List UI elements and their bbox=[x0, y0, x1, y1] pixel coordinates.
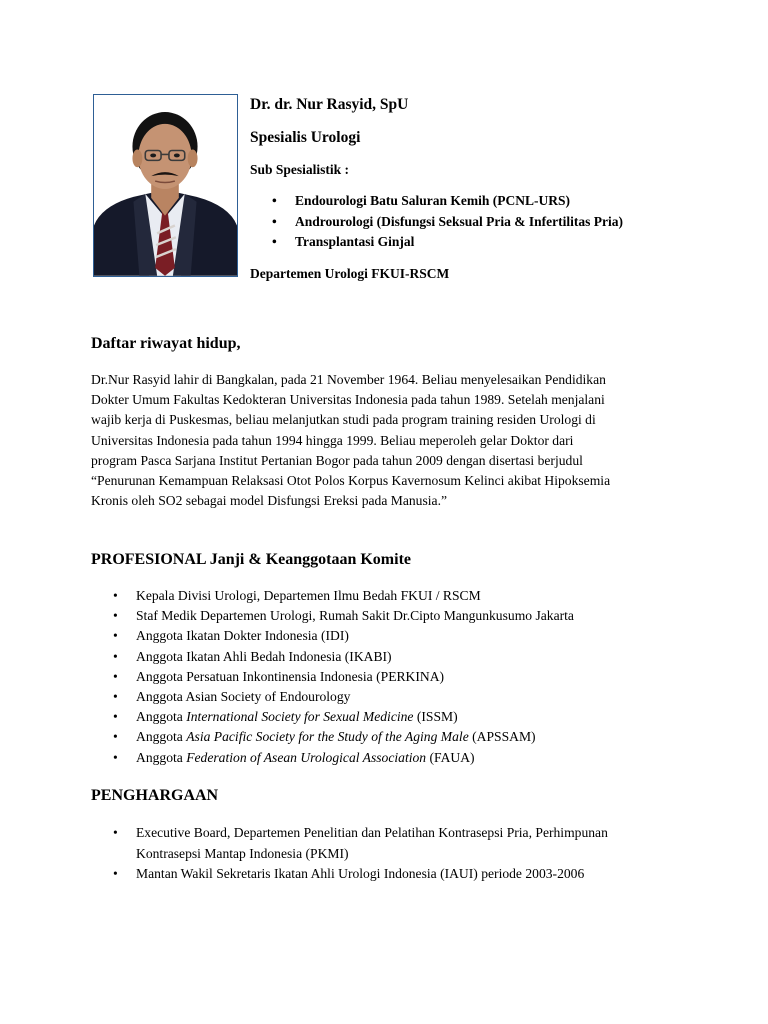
portrait-illustration bbox=[94, 95, 237, 276]
specialty-title: Spesialis Urologi bbox=[250, 129, 361, 146]
membership-item bbox=[113, 709, 574, 729]
subspecialty-item: • Endourologi Batu Saluran Kemih (PCNL-URS) bbox=[272, 193, 623, 214]
membership-item bbox=[113, 669, 574, 689]
subspecialty-label: Sub Spesialistik : bbox=[250, 162, 350, 177]
biography-line: Kronis oleh SO2 sebagai model Disfungsi Ereksi pada Manusia.” bbox=[91, 493, 448, 509]
award-text-line: • Mantan Wakil Sekretaris Ikatan Ahli Urologi Indonesia (IAUI) periode 2003-2006 bbox=[136, 866, 585, 881]
membership-item bbox=[113, 689, 574, 709]
membership-text: Anggota Persatuan Inkontinensia Indonesia (PERKINA) bbox=[136, 668, 445, 684]
organization-abbrev: (APSSAM) bbox=[468, 729, 536, 745]
doctor-name: Dr. dr. Nur Rasyid, SpU bbox=[250, 96, 409, 113]
biography-line: Dokter Umum Fakultas Kedokteran Universitas Indonesia pada tahun 1989. Setelah menjalani bbox=[91, 392, 605, 408]
awards-heading: PENGHARGAAN bbox=[91, 787, 219, 804]
membership-text: Anggota Ikatan Dokter Indonesia (IDI) bbox=[136, 628, 349, 644]
biography-paragraph bbox=[91, 370, 681, 511]
membership-item bbox=[113, 649, 574, 669]
awards-list bbox=[113, 823, 608, 885]
membership-text: Kepala Divisi Urologi, Departemen Ilmu Bedah FKUI / RSCM bbox=[136, 588, 481, 603]
membership-item bbox=[113, 750, 574, 770]
membership-list bbox=[113, 588, 574, 770]
subspecialty-item: • Transplantasi Ginjal bbox=[272, 234, 623, 255]
award-text-line: • Executive Board, Departemen Penelitian dan Pelatihan Kontrasepsi Pria, Perhimpunan bbox=[136, 825, 608, 840]
award-item bbox=[113, 823, 608, 864]
membership-item bbox=[113, 608, 574, 628]
membership-text: Anggota Asian Society of Endourology bbox=[136, 688, 351, 704]
biography-line: Universitas Indonesia pada tahun 1994 hingga 1999. Beliau meperoleh gelar Doktor dari bbox=[91, 432, 574, 448]
subspecialty-list bbox=[272, 193, 623, 255]
biography-line: program Pasca Sarjana Institut Pertanian Bogor pada tahun 2009 dengan disertasi berjudul bbox=[91, 452, 583, 468]
membership-text: Anggota bbox=[136, 749, 187, 765]
organization-name: Federation of Asean Urological Association bbox=[186, 749, 427, 765]
organization-name: International Society for Sexual Medicine bbox=[186, 709, 414, 725]
biography-line: Dr.Nur Rasyid lahir di Bangkalan, pada 21 November 1964. Beliau menyelesaikan Pendidikan bbox=[91, 372, 606, 387]
membership-item bbox=[113, 628, 574, 648]
membership-item bbox=[113, 588, 574, 608]
subspecialty-item: • Androurologi (Disfungsi Seksual Pria & Infertilitas Pria) bbox=[272, 214, 623, 235]
membership-text: Anggota bbox=[136, 709, 187, 725]
membership-item bbox=[113, 729, 574, 749]
organization-name: Asia Pacific Society for the Study of the Aging Male bbox=[186, 729, 469, 745]
award-text-line: Kontrasepsi Mantap Indonesia (PKMI) bbox=[136, 845, 349, 861]
biography-line: wajib kerja di Puskesmas, beliau melanjutkan studi pada program training residen Urologi di bbox=[91, 412, 596, 428]
organization-abbrev: (ISSM) bbox=[413, 709, 458, 725]
membership-text: Anggota bbox=[136, 729, 187, 745]
cv-heading: Daftar riwayat hidup, bbox=[91, 335, 241, 352]
biography-line: “Penurunan Kemampuan Relaksasi Otot Polos Korpus Kavernosum Kelinci akibat Hipoksemia bbox=[91, 473, 611, 489]
membership-text: Anggota Ikatan Ahli Bedah Indonesia (IKABI) bbox=[136, 648, 392, 664]
professional-heading: PROFESIONAL Janji & Keanggotaan Komite bbox=[91, 551, 412, 568]
award-item bbox=[113, 864, 608, 885]
membership-text: Staf Medik Departemen Urologi, Rumah Sakit Dr.Cipto Mangunkusumo Jakarta bbox=[136, 608, 574, 624]
doctor-portrait-photo bbox=[93, 94, 238, 277]
department-name: Departemen Urologi FKUI-RSCM bbox=[250, 266, 450, 281]
organization-abbrev: (FAUA) bbox=[426, 749, 475, 765]
